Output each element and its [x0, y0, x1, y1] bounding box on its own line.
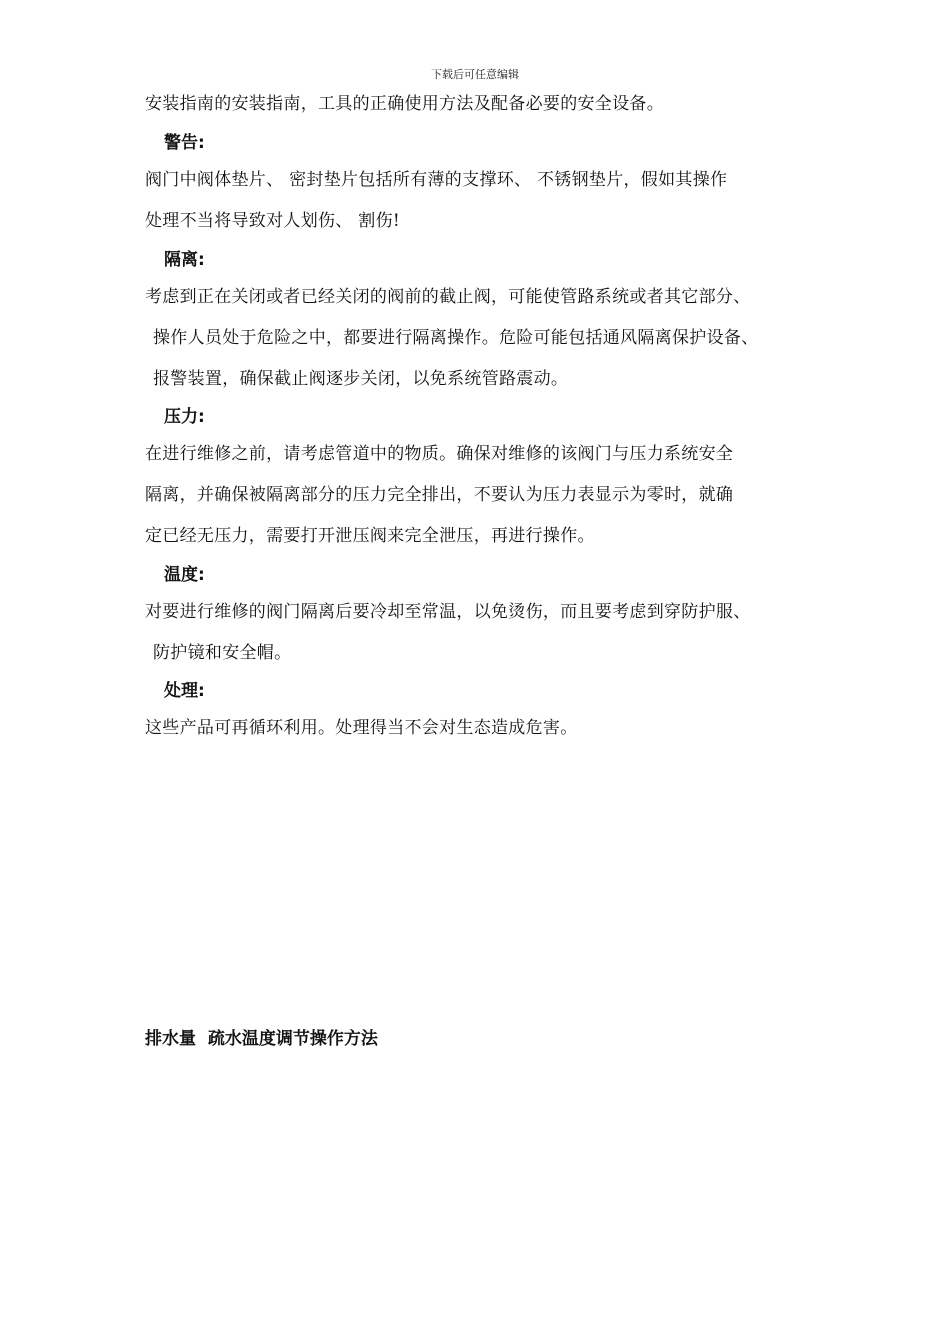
pressure-line-1: 在进行维修之前，请考虑管道中的物质。确保对维修的该阀门与压力系统安全 — [145, 444, 734, 464]
pressure-line-3: 定已经无压力，需要打开泄压阀来完全泄压，再进行操作。 — [145, 526, 595, 546]
warning-line-2: 处理不当将导致对人划伤、 割伤! — [145, 211, 401, 231]
header-note: 下载后可任意编辑 — [431, 68, 519, 81]
temperature-line-1: 对要进行维修的阀门隔离后要冷却至常温，以免烫伤，而且要考虑到穿防护服、 — [145, 602, 751, 622]
warning-line-1: 阀门中阀体垫片、 密封垫片包括所有薄的支撑环、 不锈钢垫片，假如其操作 — [145, 170, 728, 190]
isolation-line-2: 操作人员处于危险之中，都要进行隔离操作。危险可能包括通风隔离保护设备、 — [153, 328, 759, 348]
disposal-line-1: 这些产品可再循环利用。处理得当不会对生态造成危害。 — [145, 718, 578, 738]
disposal-heading: 处理: — [164, 681, 205, 701]
section-title: 排水量 疏水温度调节操作方法 — [145, 1029, 378, 1049]
isolation-line-3: 报警装置，确保截止阀逐步关闭，以免系统管路震动。 — [153, 369, 569, 389]
pressure-line-2: 隔离，并确保被隔离部分的压力完全排出，不要认为压力表显示为零时，就确 — [145, 485, 734, 505]
warning-heading: 警告: — [164, 133, 205, 153]
temperature-line-2: 防护镜和安全帽。 — [153, 643, 292, 663]
pressure-heading: 压力: — [164, 407, 205, 427]
isolation-line-1: 考虑到正在关闭或者已经关闭的阀前的截止阀，可能使管路系统或者其它部分、 — [145, 287, 751, 307]
isolation-heading: 隔离: — [164, 250, 205, 270]
temperature-heading: 温度: — [164, 565, 205, 585]
intro-line-1: 安装指南的安装指南，工具的正确使用方法及配备必要的安全设备。 — [145, 94, 664, 114]
